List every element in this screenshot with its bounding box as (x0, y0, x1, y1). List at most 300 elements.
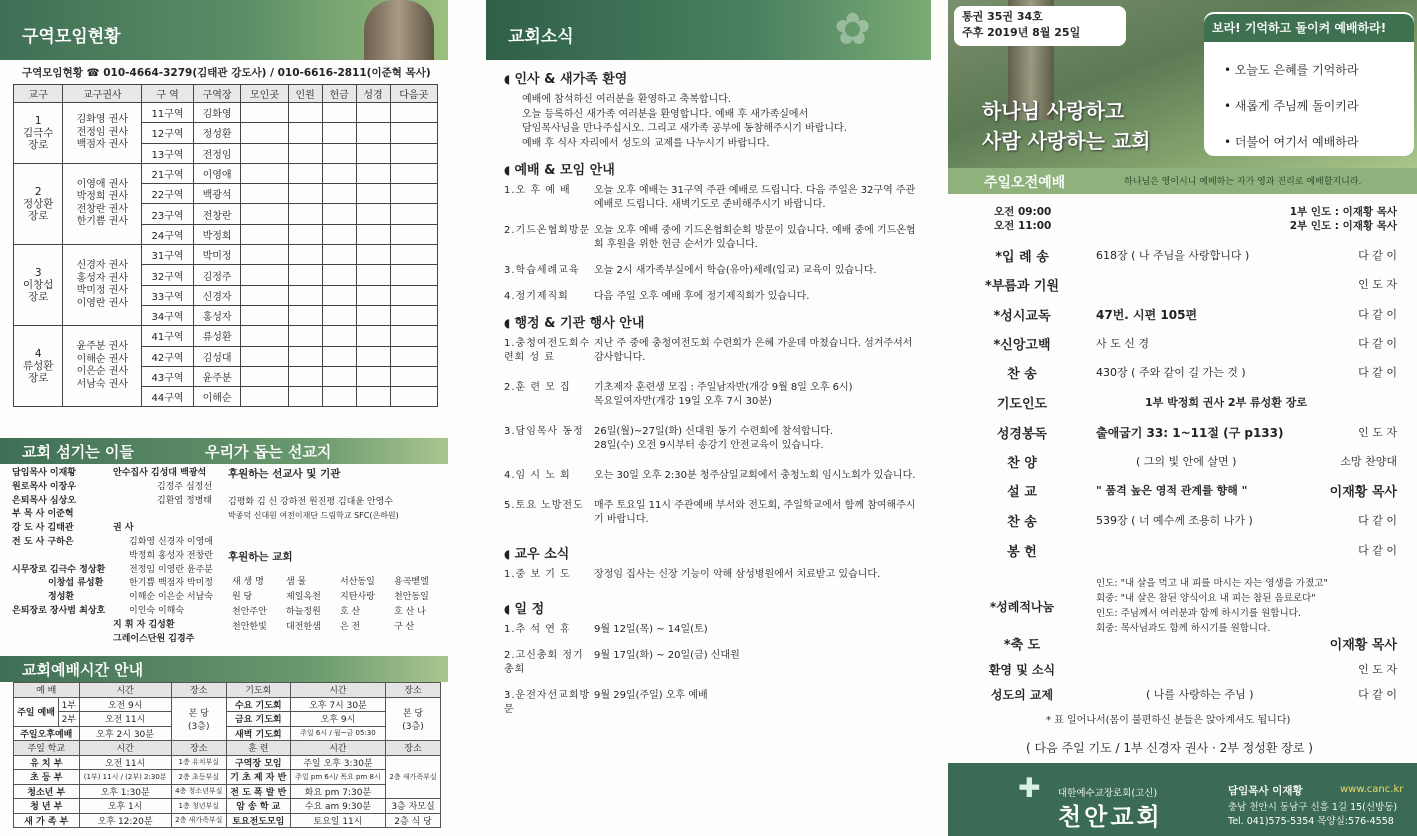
staff-line: 이해순 이은순 서남숙 (129, 592, 213, 603)
order-leader: 인 도 자 (1358, 426, 1397, 439)
order-row (948, 362, 1417, 382)
church-name: 은 전 (340, 622, 361, 632)
district-table-header (14, 85, 438, 103)
empty-cell (241, 245, 288, 265)
worship-header (0, 656, 448, 682)
news-item-label: 3.운전자선교회방문 (504, 690, 591, 715)
empty-cell (241, 103, 288, 123)
standing-note: * 표 일어나서(몸이 불편하신 분들은 앉아계셔도 됩니다) (1046, 715, 1291, 726)
district-table (13, 84, 438, 407)
news-item-text: 오늘 2시 새가족부실에서 학습(유아)세례(입교) 교육이 있습니다. (594, 265, 877, 276)
member-items (504, 568, 922, 582)
order-content: 430장 ( 주와 같이 길 가는 것 ) (1096, 366, 1246, 379)
order-row-fellowship (948, 685, 1417, 703)
empty-cell (356, 143, 390, 163)
order-leader: 다 같 이 (1358, 308, 1397, 321)
district-name: 2 정상환 장로 (14, 163, 63, 244)
staff-line: 강 도 사 김태관 (12, 523, 74, 534)
news-item (504, 184, 922, 212)
news-item (504, 499, 922, 527)
order-label: 봉 헌 (1007, 544, 1037, 560)
empty-cell (390, 346, 437, 366)
order-leader: 이재황 목사 (1329, 637, 1397, 653)
empty-cell (322, 305, 356, 325)
empty-cell (288, 346, 322, 366)
table-header-cell: 구 역 (142, 85, 194, 103)
empty-cell (322, 103, 356, 123)
table-header-cell: 교구권사 (63, 85, 142, 103)
table-header-cell: 헌금 (322, 85, 356, 103)
order-leader: 다 같 이 (1358, 688, 1397, 701)
staff-line: 김정주 심정선 (157, 481, 213, 492)
news-item-label: 2.훈 련 모 집 (504, 382, 571, 393)
empty-cell (356, 265, 390, 285)
empty-cell (356, 204, 390, 224)
empty-cell (322, 204, 356, 224)
table-header-cell: 교구 (14, 85, 63, 103)
table-row (14, 245, 438, 265)
schedule-items (504, 623, 922, 717)
left-page (0, 0, 448, 836)
church-name: 구 산 (394, 622, 415, 632)
worship-time-table: 예 배 시간 장소 기도회 시간 장소 주일 예배 1부 오전 9시 본 당 (3층) 수요 기도회 오후 7시 30분 본 당 (3층) 2부 오전 11시 금요 기도회 오후 9시 주일오후예배 오후 2시 30분 새벽 기도회 주일 6시 / 월~금 05:30 주일 학교 시간 장소 훈 련 시간 장소 유 치 부 오전 11시 1층 유치부실 구역장 모임 주일 오후 3:30분 2층 새가족부실 초 등 부 (1부) 11시 / (2부) 2:30분 2층 초등부실 기 초 제 자 반 주일 pm 6시/ 목요 pm 8시 청소년 부 오후 1:30분 4층 청소년부실 전 도 폭 발 반 화요 pm 7:30분 청 년 부 오후 1시 1층 청년부실 암 송 학 교 수요 am 9:30분 3층 자모실 새 가 족 부 오후 12:20분 2층 새가족부실 토요전도모임 토요일 11시 2층 식 당 (13, 682, 441, 828)
church-name: 새 생 명 (232, 577, 264, 587)
group-name: 31구역 (142, 245, 194, 265)
order-row-blessing (948, 634, 1417, 652)
news-item (504, 689, 922, 717)
news-item-label: 1.중 보 기 도 (504, 569, 571, 580)
order-leader: 다 같 이 (1358, 249, 1397, 262)
communion-line: 인도: 주님께서 여러분과 함께 하시기를 원합니다. (1096, 608, 1301, 619)
church-grid (232, 575, 448, 635)
order-leader: 다 같 이 (1358, 337, 1397, 350)
greeting-text: 예배에 참석하신 여러분을 환영하고 축복합니다. 오늘 등록하신 새가족 여러분을 환영합니다. 예배 후 새가족실에서 담임목사님을 만나주십시오. 그리고 새가족 공부에 동참해주시기 바랍니다. 예배 후 식사 자리에서 성도의 교제를 나누시기 바랍니다. (522, 94, 847, 149)
district-kwonsa: 신경자 권사 홍성자 권사 박미정 권사 이영란 권사 (63, 245, 142, 326)
order-leader: 다 같 이 (1358, 514, 1397, 527)
empty-cell (322, 265, 356, 285)
church-row (232, 605, 448, 620)
news-item-label: 4.정기제직회 (504, 291, 569, 302)
staff-line: 한기쁨 백점자 박미정 (129, 578, 213, 589)
group-name: 42구역 (142, 346, 194, 366)
empty-cell (390, 224, 437, 244)
empty-cell (288, 103, 322, 123)
news-item-label: 1.오 후 예 배 (504, 185, 571, 196)
leader-1: 1부 인도 : 이재황 목사 (1289, 206, 1397, 218)
order-label: 찬 송 (1007, 514, 1037, 530)
worship-title: 교회예배시간 안내 (22, 661, 144, 679)
group-name: 43구역 (142, 366, 194, 386)
church-name: 서산동일 (340, 577, 375, 587)
news-item (504, 264, 922, 278)
group-name: 22구역 (142, 184, 194, 204)
news-item (504, 290, 922, 304)
church-name: 천안한빛 (232, 622, 267, 632)
issue-box (954, 6, 1126, 46)
order-row (948, 333, 1417, 353)
table-header-cell: 다음곳 (390, 85, 437, 103)
empty-cell (390, 103, 437, 123)
communion-line: 회중: "내 살은 참된 양식이요 내 피는 참된 음료로다" (1096, 593, 1316, 604)
next-week-prayer: ( 다음 주일 기도 / 1부 신경자 권사 · 2부 정성환 장로 ) (1026, 741, 1313, 755)
group-name: 21구역 (142, 163, 194, 183)
empty-cell (322, 123, 356, 143)
empty-cell (390, 123, 437, 143)
empty-cell (241, 184, 288, 204)
staff-line: 전 도 사 구하은 (12, 536, 74, 547)
empty-cell (356, 387, 390, 407)
order-label: 환영 및 소식 (988, 662, 1056, 677)
communion-row (948, 576, 1417, 636)
empty-cell (356, 103, 390, 123)
group-name: 34구역 (142, 305, 194, 325)
table-row (14, 163, 438, 183)
church-row (232, 575, 448, 590)
news-item-text: 9월 17일(화) ~ 20일(금) 신대원 (594, 650, 740, 661)
mission-people: 김평화 김 신 강하전 원진평 김대윤 안영수 (228, 497, 393, 507)
section-greeting: ◖ 인사 & 새가족 환영 (504, 68, 922, 87)
staff-line: 담임목사 이재황 (12, 468, 76, 478)
staff-line: 시무장로 김극수 정상환 (12, 564, 106, 575)
empty-cell (288, 366, 322, 386)
district-contact: 구역모임현황 ☎ 010-4664-3279(김태관 강도사) / 010-6616-2811(이준혁 목사) (22, 67, 431, 79)
staff-line: 은퇴장로 장사범 최상호 (12, 605, 106, 616)
empty-cell (322, 326, 356, 346)
footer (948, 763, 1417, 836)
empty-cell (241, 387, 288, 407)
empty-cell (356, 285, 390, 305)
district-name: 3 이창섭 장로 (14, 245, 63, 326)
group-leader: 박미정 (193, 245, 240, 265)
church-name: 천안동일 (394, 592, 429, 602)
order-leader: 다 같 이 (1358, 366, 1397, 379)
news-item-text: 오늘 오후 예배는 31구역 주관 예배로 드립니다. 다음 주일은 32구역 주관 예배로 드립니다. 새벽기도로 준비해주시기 바랍니다. (594, 185, 916, 210)
staff-line (12, 550, 105, 564)
empty-cell (288, 285, 322, 305)
order-row (948, 392, 1417, 412)
table-header-cell: 구역장 (193, 85, 240, 103)
news-item-text: 26일(월)~27일(화) 신대원 동기 수련회에 참석합니다. 28일(수) 오전 9시부터 송강기 안전교육이 있습니다. (594, 426, 834, 451)
staff-line: 안수집사 김성대 백광석 (113, 468, 207, 478)
news-item-text: 9월 29일(주일) 오후 예배 (594, 690, 708, 701)
group-leader: 백광석 (193, 184, 240, 204)
order-content: 사 도 신 경 (1096, 337, 1149, 350)
order-leader: 인 도 자 (1358, 663, 1397, 676)
news-item (504, 337, 922, 365)
group-leader: 윤주분 (193, 366, 240, 386)
staff-line: 김화영 신경자 이영애 (129, 536, 213, 547)
order-content: 539장 ( 너 예수께 조용히 나가 ) (1096, 514, 1253, 527)
group-name: 33구역 (142, 285, 194, 305)
right-page (948, 0, 1417, 836)
church-name: 샘 물 (286, 577, 307, 587)
order-row (948, 422, 1417, 442)
news-item-text: 9월 12일(목) ~ 14일(토) (594, 624, 708, 635)
news-item-text: 오늘 오후 예배 중에 기드온협회순회 방문이 있습니다. 예배 중에 기드온협회 후원을 위한 헌금 순서가 있습니다. (594, 225, 916, 250)
order-label: *부름과 기원 (984, 278, 1060, 294)
order-label: *신앙고백 (993, 337, 1051, 353)
empty-cell (322, 224, 356, 244)
empty-cell (356, 123, 390, 143)
news-item (504, 425, 922, 453)
empty-cell (322, 346, 356, 366)
motto-item: • 더불어 여기서 예배하라 (1224, 135, 1359, 149)
group-leader: 김화영 (193, 103, 240, 123)
section-worship: ◖ 예배 & 모임 안내 (504, 159, 922, 178)
communion-lines (1096, 576, 1328, 636)
empty-cell (322, 387, 356, 407)
staff-line: 지 휘 자 김성환 (113, 619, 175, 630)
order-label: 성경봉독 (996, 426, 1048, 442)
empty-cell (390, 305, 437, 325)
empty-cell (390, 326, 437, 346)
empty-cell (288, 224, 322, 244)
staff-line (113, 508, 213, 522)
news-item-label: 4.임 시 노 회 (504, 470, 571, 481)
empty-cell (390, 245, 437, 265)
empty-cell (288, 387, 322, 407)
group-leader: 이영애 (193, 163, 240, 183)
empty-cell (288, 245, 322, 265)
order-row (948, 540, 1417, 560)
order-leader: 다 같 이 (1358, 544, 1397, 557)
district-kwonsa: 윤주분 권사 이해순 권사 이은순 권사 서남숙 권사 (63, 326, 142, 407)
empty-cell (241, 285, 288, 305)
service-bar (948, 168, 1417, 194)
news-item (504, 224, 922, 252)
church-name: 하늘정원 (286, 607, 321, 617)
staff-line: 전정임 이영란 윤주분 (129, 564, 213, 575)
church-name: 원 당 (232, 592, 253, 602)
church-row (232, 620, 448, 635)
table-header-cell: 인원 (288, 85, 322, 103)
communion-line: 회중: 목사님과도 함께 하시기를 원합니다. (1096, 623, 1271, 634)
order-label: *축 도 (1003, 637, 1041, 653)
worship-items (504, 184, 922, 304)
slogan (982, 96, 1151, 156)
order-content: 47번. 시편 105편 (1096, 307, 1198, 322)
empty-cell (288, 184, 322, 204)
slogan-line-2: 사람 사랑하는 교회 (982, 129, 1151, 153)
empty-cell (322, 184, 356, 204)
news-item (504, 381, 922, 409)
service-leaders (1290, 205, 1397, 233)
empty-cell (356, 366, 390, 386)
news-item-text: 장정임 집사는 신장 기능이 악해 삼성병원에서 치료받고 있습니다. (594, 569, 881, 580)
group-name: 24구역 (142, 224, 194, 244)
order-leader: 소망 찬양대 (1340, 455, 1397, 468)
group-leader: 김정주 (193, 265, 240, 285)
mission-subtitle-1: 후원하는 선교사 및 기관 (228, 468, 341, 480)
empty-cell (390, 387, 437, 407)
staff-list-2 (113, 467, 213, 646)
news-item (504, 623, 922, 637)
church-name: 천안주안 (232, 607, 267, 617)
group-leader: 이해순 (193, 387, 240, 407)
order-row (948, 480, 1417, 500)
empty-cell (288, 305, 322, 325)
group-name: 13구역 (142, 143, 194, 163)
group-name: 41구역 (142, 326, 194, 346)
service-verse: 하나님은 영이시니 예배하는 자가 영과 진리로 예배할지니라. (1124, 177, 1362, 187)
news-item-label: 1.충청여전도회수련회 성 료 (504, 338, 591, 363)
news-item-text: 다음 주일 오후 예배 후에 정기제직회가 있습니다. (594, 291, 810, 302)
order-content: ( 그의 빛 안에 살면 ) (1136, 455, 1237, 468)
mission-subtitle-2: 후원하는 교회 (228, 551, 293, 563)
order-row (948, 274, 1417, 294)
empty-cell (356, 184, 390, 204)
slogan-line-1: 하나님 사랑하고 (982, 99, 1125, 123)
empty-cell (288, 143, 322, 163)
empty-cell (288, 265, 322, 285)
mission-orgs: 박종덕 신대원 여전이재단 드림학교 SFC(은하원) (228, 511, 399, 520)
staff-line: 김환엽 정병태 (157, 495, 213, 506)
church-name: 지탄사랑 (340, 592, 375, 602)
order-content: 618장 ( 나 주님을 사랑합니다 ) (1096, 249, 1250, 262)
group-leader: 전정임 (193, 143, 240, 163)
church-name: 호 산 나 (394, 607, 426, 617)
flower-icon: ✿ (834, 4, 871, 55)
church-name: 천안교회 (1058, 803, 1163, 831)
empty-cell (241, 143, 288, 163)
admin-items (504, 337, 922, 527)
group-name: 23구역 (142, 204, 194, 224)
empty-cell (288, 163, 322, 183)
section-members: ◖ 교우 소식 (504, 543, 922, 562)
staff-line: 박정희 홍성자 전창란 (129, 550, 213, 561)
address: 충남 천안시 동남구 신흥 1길 15(신방동) (1228, 802, 1398, 813)
staff-line: 원로목사 이장우 (12, 481, 76, 492)
empty-cell (390, 204, 437, 224)
empty-cell (322, 163, 356, 183)
staff-line: 그레이스단원 김경주 (113, 633, 195, 644)
news-item-text: 기초제자 훈련생 모집 : 주일남자반(개강 9월 8일 오후 6시) 목요일여자반(개강 19일 오후 7시 30분) (594, 382, 853, 407)
empty-cell (390, 366, 437, 386)
news-item (504, 469, 922, 483)
news-item-text: 지난 주 중에 충청여전도회 수련회가 은혜 가운데 마쳤습니다. 섬겨주셔서 감사합니다. (594, 338, 913, 363)
empty-cell (356, 245, 390, 265)
empty-cell (356, 163, 390, 183)
empty-cell (356, 326, 390, 346)
table-row (14, 103, 438, 123)
order-content: 출애굽기 33: 1~11절 (구 p133) (1096, 425, 1284, 440)
order-content: " 품격 높은 영적 관계를 향해 " (1096, 484, 1248, 497)
news-item-label: 1.추 석 연 휴 (504, 624, 571, 635)
empty-cell (390, 143, 437, 163)
empty-cell (241, 123, 288, 143)
empty-cell (322, 285, 356, 305)
table-row (14, 326, 438, 346)
empty-cell (356, 346, 390, 366)
mission-title: 우리가 돕는 선교지 (205, 443, 332, 461)
order-label: *성시교독 (993, 308, 1051, 324)
church-name: 제일옥천 (286, 592, 321, 602)
group-name: 12구역 (142, 123, 194, 143)
section-admin: ◖ 행정 & 기관 행사 안내 (504, 312, 922, 331)
order-label: *입 례 송 (995, 249, 1049, 265)
empty-cell (322, 143, 356, 163)
empty-cell (241, 326, 288, 346)
staff-line: 이창섭 류성환 (48, 578, 104, 589)
empty-cell (241, 265, 288, 285)
news-item-label: 2.고신총회 정기총회 (504, 650, 584, 675)
order-row (948, 304, 1417, 324)
middle-page (486, 0, 931, 836)
motto-list (1224, 52, 1358, 160)
pastor-name: 담임목사 이재황 (1228, 785, 1303, 797)
service-title: 주일오전예배 (984, 175, 1066, 191)
news-title: 교회소식 (508, 27, 574, 47)
district-name: 1 김극수 장로 (14, 103, 63, 164)
empty-cell (322, 366, 356, 386)
district-name: 4 류성환 장로 (14, 326, 63, 407)
time-2: 오전 11:00 (994, 220, 1052, 232)
church-row (232, 590, 448, 605)
staff-list (12, 467, 105, 619)
group-leader: 김성대 (193, 346, 240, 366)
news-item-label: 2.기드온협회방문 (504, 225, 591, 236)
staff-line: 권 사 (113, 523, 134, 534)
empty-cell (288, 123, 322, 143)
district-header (0, 0, 448, 60)
order-content: ( 나를 사랑하는 주님 ) (1146, 688, 1254, 701)
leader-2: 2부 인도 : 이재황 목사 (1289, 220, 1397, 232)
empty-cell (356, 305, 390, 325)
motto-item: • 새롭게 주님께 돌이키라 (1224, 99, 1359, 113)
denomination: 대한예수교장로회(고신) (1058, 788, 1158, 799)
serve-title: 교회 섬기는 이들 (22, 443, 134, 461)
district-title: 구역모임현황 (22, 27, 121, 47)
empty-cell (241, 305, 288, 325)
group-name: 32구역 (142, 265, 194, 285)
issue-number: 통권 35권 34호 (962, 10, 1043, 23)
group-leader: 신경자 (193, 285, 240, 305)
group-leader: 홍성자 (193, 305, 240, 325)
table-header-cell: 성경 (356, 85, 390, 103)
empty-cell (390, 265, 437, 285)
order-leader: 이재황 목사 (1329, 484, 1397, 500)
time-1: 오전 09:00 (994, 206, 1052, 218)
communion-line: 인도: "내 살을 먹고 내 피를 마시는 자는 영생을 가졌고" (1096, 578, 1328, 589)
group-name: 11구역 (142, 103, 194, 123)
news-item-label: 3.담임목사 동정 (504, 426, 584, 437)
website-link[interactable]: www.canc.kr (1340, 784, 1404, 795)
district-table-body (14, 103, 438, 407)
empty-cell (390, 163, 437, 183)
group-name: 44구역 (142, 387, 194, 407)
order-label: 성도의 교제 (990, 687, 1054, 702)
order-leader: 인 도 자 (1358, 278, 1397, 291)
empty-cell (241, 163, 288, 183)
motto-item: • 오늘도 은혜를 기억하라 (1224, 63, 1359, 77)
church-name: 호 산 (340, 607, 361, 617)
order-label: 찬 양 (1007, 455, 1037, 471)
staff-line: 은퇴목사 심상오 (12, 495, 76, 506)
motto-box (1204, 12, 1414, 156)
order-label: 찬 송 (1007, 366, 1037, 382)
motto-title: 보라! 기억하고 돌이켜 예배하라! (1204, 14, 1414, 42)
district-kwonsa: 김화영 권사 전정임 권사 백점자 권사 (63, 103, 142, 164)
news-header (486, 0, 931, 60)
empty-cell (390, 285, 437, 305)
cross-logo-icon: ✚ (1018, 773, 1041, 804)
table-header-cell: 모인곳 (241, 85, 288, 103)
news-item-text: 매주 토요일 11시 주관예배 부서와 전도회, 주일학교에서 함께 참여해주시기 바랍니다. (594, 500, 916, 525)
serve-header (0, 438, 448, 464)
order-row (948, 451, 1417, 471)
group-leader: 정성환 (193, 123, 240, 143)
news-item-label: 5.토요 노방전도 (504, 500, 584, 511)
